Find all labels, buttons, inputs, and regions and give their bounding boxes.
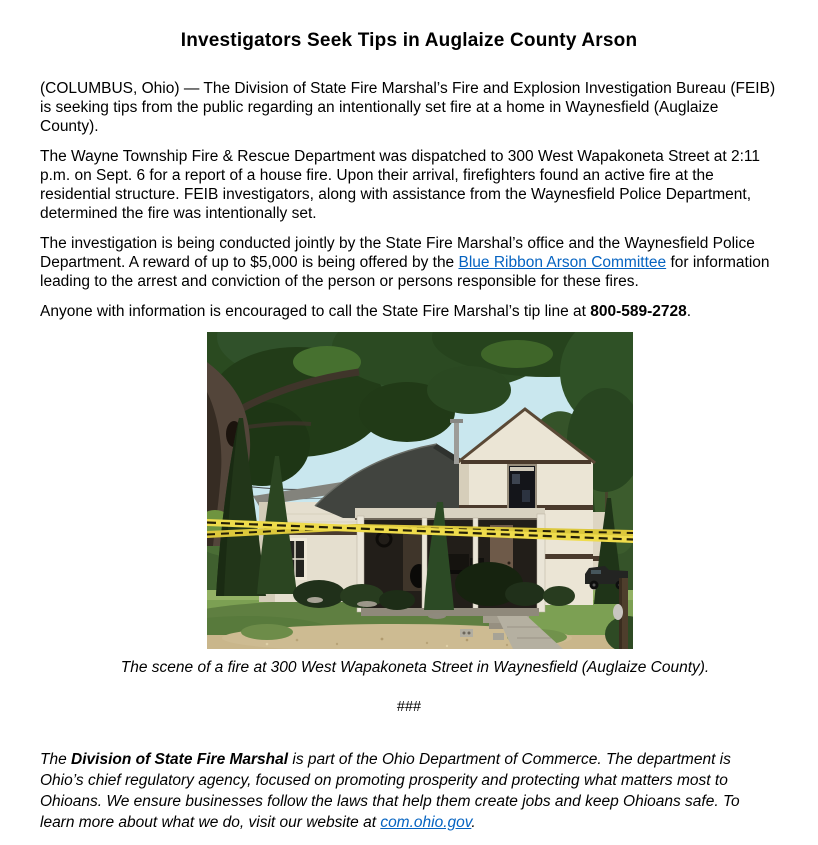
house-fire-scene-photo: [207, 332, 633, 649]
com-ohio-gov-link[interactable]: com.ohio.gov: [380, 814, 472, 831]
scene-photo-figure: [40, 332, 778, 677]
house-fire-scene-illustration: [207, 332, 633, 649]
photo-caption: The scene of a fire at 300 West Wapakoneta Street in Waynesfield (Auglaize County).: [120, 659, 710, 676]
division-name: Division of State Fire Marshal: [71, 751, 289, 768]
boilerplate-text-middle: is part of the Ohio Department of Commerce. The department is Ohio’s chief regulatory agency, focused on promoting prosperity and protecting what matters most to Ohioans. We ensure businesses follow the laws that help them create jobs and keep Ohioans safe. To learn more about what we do, visit our website at: [40, 751, 740, 831]
blue-ribbon-arson-committee-link[interactable]: Blue Ribbon Arson Committee: [458, 254, 667, 271]
tipline-phone-number: 800-589-2728: [590, 303, 687, 320]
upstairs-window: [508, 465, 536, 512]
tipline-text-after: .: [686, 303, 692, 320]
investigation-text-before: The investigation is being conducted jointly by the State Fire Marshal’s office and the Waynesfield Police Department. A reward of up to $5,000 is being offered by the: [40, 235, 755, 271]
page-title: Investigators Seek Tips in Auglaize County Arson: [180, 30, 638, 51]
boilerplate-text-before: The: [40, 751, 72, 768]
end-marker: ###: [396, 699, 422, 715]
boilerplate-paragraph: [40, 749, 778, 833]
tipline-text-before: Anyone with information is encouraged to call the State Fire Marshal’s tip line at: [40, 303, 591, 320]
paragraph-tipline: [40, 302, 778, 321]
dispatch-text: The Wayne Township Fire & Rescue Department was dispatched to 300 West Wapakoneta Street at 2:11 p.m. on Sept. 6 for a report of a house fire. Upon their arrival, firefighters found an active fire at the residential structure. FEIB investigators, along with assistance from the Waynesfield Police Department, determined the fire was intentionally set.: [40, 148, 760, 222]
boilerplate-text-after: .: [471, 814, 476, 831]
investigation-text-after: for information leading to the arrest and conviction of the person or persons responsible for these fires.: [40, 254, 770, 290]
paragraph-investigation: [40, 234, 778, 291]
paragraph-lede: [40, 79, 778, 136]
lede-text: (COLUMBUS, Ohio) — The Division of State Fire Marshal’s Fire and Explosion Investigation Bureau (FEIB) is seeking tips from the public regarding an intentionally set fire at a home in Waynesfield (Auglaize County).: [40, 80, 776, 135]
vent-pipe: [454, 422, 459, 464]
paragraph-dispatch: [40, 147, 778, 223]
